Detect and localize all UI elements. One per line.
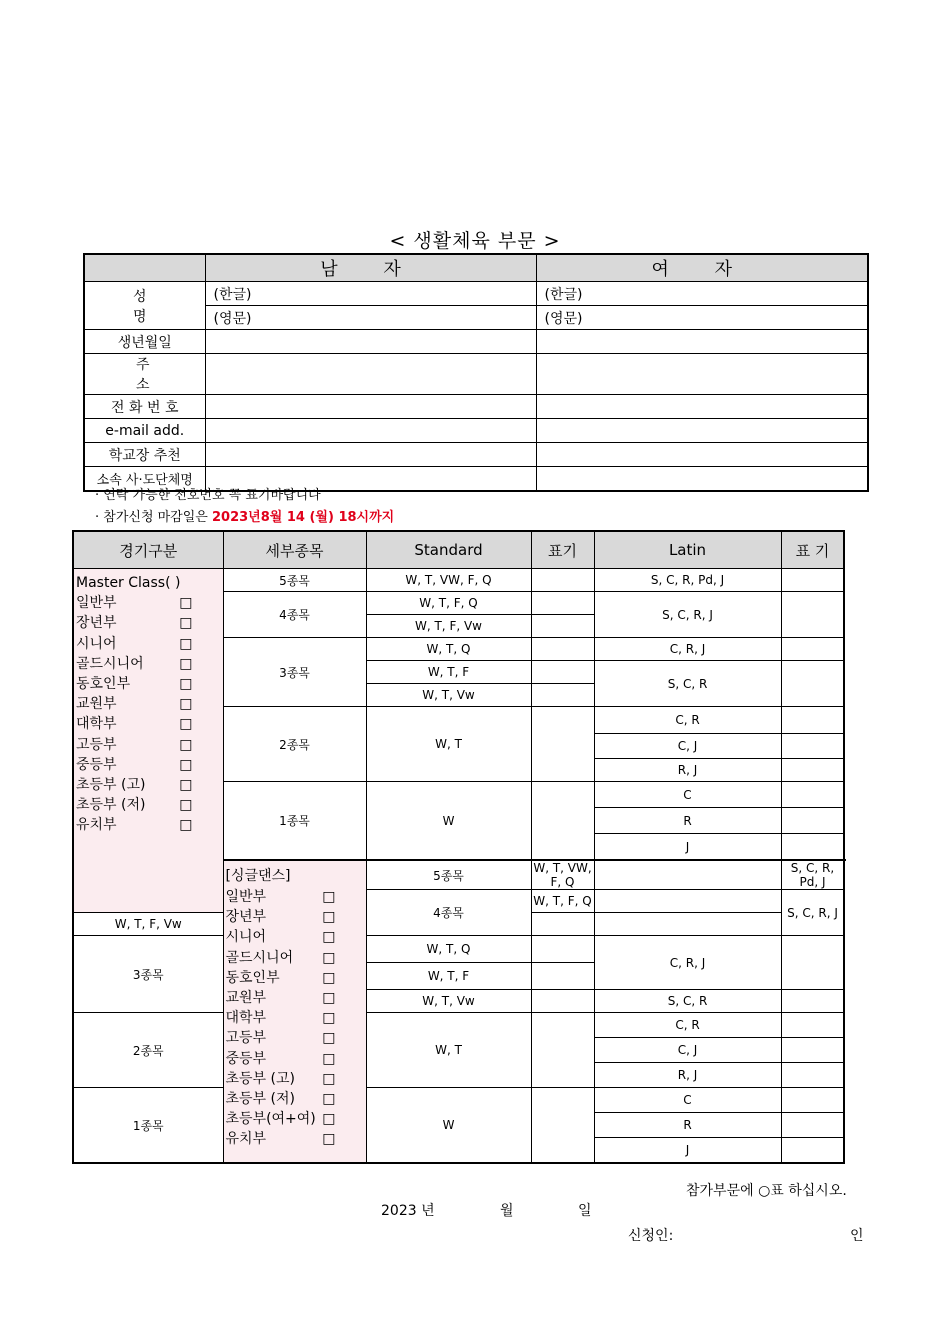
single-std-3c: W, T, Vw <box>366 990 531 1013</box>
single-event-3: 3종목 <box>73 936 223 1013</box>
master-class-item-label: 고등부 <box>76 736 117 753</box>
single-std-mark-1[interactable] <box>531 1088 594 1164</box>
master-class-item <box>76 714 221 734</box>
header-latin-mark: 표 기 <box>781 531 844 569</box>
single-dance-item <box>226 927 364 947</box>
single-dance-item <box>226 907 364 927</box>
std-mark-4a[interactable] <box>531 592 594 615</box>
master-class-item-label: 대학부 <box>76 716 117 733</box>
phone-label: 전 화 번 호 <box>84 395 205 419</box>
single-dance-item <box>226 887 364 907</box>
event-3: 3종목 <box>223 638 366 707</box>
latin-2a: C, R <box>594 707 781 734</box>
latin-mark-1c[interactable] <box>781 834 844 861</box>
female-school-field[interactable] <box>536 443 868 467</box>
male-phone-field[interactable] <box>205 395 536 419</box>
single-latin-3b: S, C, R <box>594 990 781 1013</box>
single-dance-item <box>226 1049 364 1069</box>
single-latin-1c: J <box>594 1138 781 1164</box>
checkbox-icon[interactable]: □ <box>322 949 336 966</box>
checkbox-icon[interactable]: □ <box>179 716 193 733</box>
checkbox-icon[interactable]: □ <box>322 1010 336 1027</box>
header-standard-mark: 표기 <box>531 531 594 569</box>
event-5: 5종목 <box>223 569 366 592</box>
female-name-korean[interactable]: (한글) <box>536 282 868 306</box>
single-event-1: 1종목 <box>73 1088 223 1164</box>
single-dance-item <box>226 1028 364 1048</box>
single-std-mark-5[interactable] <box>594 860 781 890</box>
checkbox-icon[interactable]: □ <box>322 969 336 986</box>
std-3a: W, T, Q <box>366 638 531 661</box>
checkbox-icon[interactable]: □ <box>179 736 193 753</box>
single-std-mark-4a[interactable] <box>594 890 781 913</box>
single-dance-item-label: 골드시니어 <box>225 949 294 966</box>
single-dance-item-label: 고등부 <box>225 1030 267 1047</box>
single-latin-mark-1c[interactable] <box>781 1138 844 1164</box>
master-class-item <box>76 593 221 613</box>
male-header: 남 자 <box>205 254 536 282</box>
checkbox-icon[interactable]: □ <box>322 889 336 905</box>
single-latin-mark-2b[interactable] <box>781 1038 844 1063</box>
master-class-item-label: 장년부 <box>76 615 117 632</box>
master-class-item <box>76 694 221 714</box>
female-name-english[interactable]: (영문) <box>536 306 868 330</box>
latin-mark-1a[interactable] <box>781 782 844 808</box>
checkbox-icon[interactable]: □ <box>179 817 193 834</box>
latin-5: S, C, R, Pd, J <box>594 569 781 592</box>
month-label: 월 <box>500 1203 514 1219</box>
std-1: W <box>366 782 531 861</box>
checkbox-icon[interactable]: □ <box>179 635 193 652</box>
deadline-date: 2023년8월 14 (월) 18시까지 <box>212 510 395 525</box>
single-std-mark-3a[interactable] <box>531 936 594 963</box>
master-class-item <box>76 634 221 654</box>
std-mark-2[interactable] <box>531 707 594 782</box>
checkbox-icon[interactable]: □ <box>322 909 336 926</box>
checkbox-icon[interactable]: □ <box>179 797 193 814</box>
single-std-5: W, T, VW, F, Q <box>531 860 594 890</box>
year-label: 2023 년 <box>381 1203 435 1219</box>
single-event-2: 2종목 <box>73 1013 223 1088</box>
std-5: W, T, VW, F, Q <box>366 569 531 592</box>
female-phone-field[interactable] <box>536 395 868 419</box>
master-class-item-label: 초등부 (고) <box>76 776 146 793</box>
master-class-item-label: 유치부 <box>76 817 117 834</box>
std-mark-3c[interactable] <box>531 684 594 707</box>
single-std-3b: W, T, F <box>366 963 531 990</box>
latin-1b: R <box>594 808 781 834</box>
male-name-korean[interactable]: (한글) <box>205 282 536 306</box>
instruction-text: 참가부문에 ○표 하십시오. <box>686 1183 847 1199</box>
event-4: 4종목 <box>223 592 366 638</box>
master-class-item-label: 교원부 <box>76 696 117 713</box>
day-label: 일 <box>578 1203 592 1219</box>
single-dance-item-label: 교원부 <box>225 989 267 1006</box>
header-latin: Latin <box>594 531 781 569</box>
master-class-item <box>76 735 221 755</box>
single-latin-1b: R <box>594 1113 781 1138</box>
applicant-label: 신청인: <box>628 1228 674 1244</box>
single-dance-item <box>226 1089 364 1109</box>
single-event-4: 4종목 <box>366 890 531 936</box>
seal-label: 인 <box>850 1228 864 1244</box>
page-title: < 생활체육 부문 > <box>389 230 561 252</box>
event-1: 1종목 <box>223 782 366 861</box>
single-dance-item <box>226 948 364 968</box>
single-latin-mark-2c[interactable] <box>781 1063 844 1088</box>
master-class-title: Master Class( ) <box>76 575 181 591</box>
single-dance-item-label: 시니어 <box>225 929 267 946</box>
checkbox-icon[interactable]: □ <box>322 1131 336 1148</box>
checkbox-icon[interactable]: □ <box>322 929 336 946</box>
phone-note: · 연락 가능한 전호번호 꼭 표기바랍니다 <box>95 488 321 503</box>
single-dance-item-label: 초등부 (저) <box>225 1090 295 1107</box>
std-mark-3a[interactable] <box>531 638 594 661</box>
std-3c: W, T, Vw <box>366 684 531 707</box>
single-dance-categories <box>223 860 366 1163</box>
deadline-note <box>95 506 394 525</box>
checkbox-icon[interactable]: □ <box>179 655 193 672</box>
checkbox-icon[interactable]: □ <box>322 1050 336 1067</box>
event-2: 2종목 <box>223 707 366 782</box>
master-class-item-label: 중등부 <box>76 756 117 773</box>
checkbox-icon[interactable]: □ <box>322 1090 336 1107</box>
single-latin-mark-3b[interactable] <box>781 990 844 1013</box>
header-standard: Standard <box>366 531 531 569</box>
name-label: 성 명 <box>84 282 205 330</box>
latin-3a: C, R, J <box>594 638 781 661</box>
latin-2b: C, J <box>594 734 781 759</box>
checkbox-icon[interactable]: □ <box>179 756 193 773</box>
header-event: 세부종목 <box>223 531 366 569</box>
male-email-field[interactable] <box>205 419 536 443</box>
checkbox-icon[interactable]: □ <box>322 1030 336 1047</box>
master-class-item <box>76 654 221 674</box>
female-affiliation-field[interactable] <box>536 467 868 492</box>
latin-3b: S, C, R <box>594 661 781 707</box>
master-class-categories <box>73 569 223 913</box>
single-dance-item-label: 장년부 <box>225 909 267 926</box>
master-class-item-label: 동호인부 <box>76 675 131 692</box>
event-table <box>72 530 845 1164</box>
female-header: 여 자 <box>536 254 868 282</box>
single-latin-4: S, C, R, J <box>781 890 844 936</box>
latin-mark-1b[interactable] <box>781 808 844 834</box>
latin-mark-5[interactable] <box>781 569 844 592</box>
single-latin-mark-3a[interactable] <box>781 936 844 990</box>
checkbox-icon[interactable]: □ <box>179 595 193 612</box>
checkbox-icon[interactable]: □ <box>179 776 193 793</box>
single-std-4b: W, T, F, Vw <box>73 913 223 936</box>
latin-1c: J <box>594 834 781 861</box>
deadline-prefix: · 참가신청 마감일은 <box>95 510 212 525</box>
master-class-item-label: 초등부 (저) <box>76 797 146 814</box>
single-latin-mark-1a[interactable] <box>781 1088 844 1113</box>
checkbox-icon[interactable]: □ <box>322 989 336 1006</box>
latin-2c: R, J <box>594 759 781 782</box>
single-dance-item-label: 초등부(여+여) <box>225 1111 316 1128</box>
birthdate-label: 생년월일 <box>84 330 205 354</box>
std-mark-3b[interactable] <box>531 661 594 684</box>
male-name-english[interactable]: (영문) <box>205 306 536 330</box>
master-class-item-label: 골드시니어 <box>76 655 144 672</box>
female-address-field[interactable] <box>536 354 868 395</box>
single-dance-item-label: 대학부 <box>225 1010 267 1027</box>
single-dance-item <box>226 1008 364 1028</box>
std-3b: W, T, F <box>366 661 531 684</box>
latin-1a: C <box>594 782 781 808</box>
single-std-mark-2[interactable] <box>531 1013 594 1088</box>
single-std-mark-4b[interactable] <box>531 913 594 936</box>
checkbox-icon[interactable]: □ <box>322 1111 336 1128</box>
single-dance-item-label: 중등부 <box>225 1050 267 1067</box>
single-dance-item <box>226 1109 364 1129</box>
address-label: 주 소 <box>84 354 205 395</box>
latin-mark-2b[interactable] <box>781 734 844 759</box>
single-dance-item-label: 초등부 (고) <box>225 1070 295 1087</box>
single-std-1: W <box>366 1088 531 1164</box>
single-latin-5: S, C, R, Pd, J <box>781 860 844 890</box>
single-dance-item <box>226 988 364 1008</box>
master-class-item <box>76 775 221 795</box>
std-4a: W, T, F, Q <box>366 592 531 615</box>
female-email-field[interactable] <box>536 419 868 443</box>
master-class-item <box>76 815 221 835</box>
single-dance-title: [싱글댄스] <box>225 868 291 884</box>
master-class-item <box>76 674 221 694</box>
std-mark-5[interactable] <box>531 569 594 592</box>
single-dance-item <box>226 1069 364 1089</box>
checkbox-icon[interactable]: □ <box>179 675 193 692</box>
applicant-table <box>83 253 869 492</box>
std-4b: W, T, F, Vw <box>366 615 531 638</box>
single-latin-mark-1b[interactable] <box>781 1113 844 1138</box>
master-class-item <box>76 755 221 775</box>
male-birthdate-field[interactable] <box>205 330 536 354</box>
single-dance-item <box>226 1129 364 1149</box>
std-2: W, T <box>366 707 531 782</box>
latin-mark-3b[interactable] <box>781 661 844 707</box>
single-std-3a: W, T, Q <box>366 936 531 963</box>
single-dance-item-label: 유치부 <box>225 1131 267 1148</box>
email-label: e-mail add. <box>84 419 205 443</box>
single-event-5: 5종목 <box>366 860 531 890</box>
single-latin-mark-2a[interactable] <box>781 1013 844 1038</box>
latin-mark-3a[interactable] <box>781 638 844 661</box>
single-latin-2a: C, R <box>594 1013 781 1038</box>
master-class-item <box>76 795 221 815</box>
single-dance-item <box>226 968 364 988</box>
master-class-item-label: 일반부 <box>76 595 117 612</box>
single-std-mark-3b[interactable] <box>531 963 594 990</box>
male-school-field[interactable] <box>205 443 536 467</box>
single-std-4a: W, T, F, Q <box>531 890 594 913</box>
master-class-item-label: 시니어 <box>76 635 117 652</box>
latin-4: S, C, R, J <box>594 592 781 638</box>
latin-mark-2a[interactable] <box>781 707 844 734</box>
checkbox-icon[interactable]: □ <box>179 615 193 632</box>
latin-mark-4[interactable] <box>781 592 844 638</box>
master-class-item <box>76 613 221 633</box>
single-std-mark-3c[interactable] <box>531 990 594 1013</box>
affiliation-label: 소속 사·도단체명 <box>84 467 205 492</box>
single-latin-2b: C, J <box>594 1038 781 1063</box>
single-latin-3a: C, R, J <box>594 936 781 990</box>
std-mark-1[interactable] <box>531 782 594 861</box>
checkbox-icon[interactable]: □ <box>322 1070 336 1087</box>
std-mark-4b[interactable] <box>531 615 594 638</box>
latin-mark-2c[interactable] <box>781 759 844 782</box>
single-latin-2c: R, J <box>594 1063 781 1088</box>
school-recommend-label: 학교장 추천 <box>84 443 205 467</box>
single-dance-item-label: 일반부 <box>225 889 267 905</box>
male-address-field[interactable] <box>205 354 536 395</box>
single-latin-1a: C <box>594 1088 781 1113</box>
header-blank <box>84 254 205 282</box>
checkbox-icon[interactable]: □ <box>179 696 193 713</box>
header-division: 경기구분 <box>73 531 223 569</box>
single-dance-item-label: 동호인부 <box>225 969 280 986</box>
single-std-2: W, T <box>366 1013 531 1088</box>
female-birthdate-field[interactable] <box>536 330 868 354</box>
